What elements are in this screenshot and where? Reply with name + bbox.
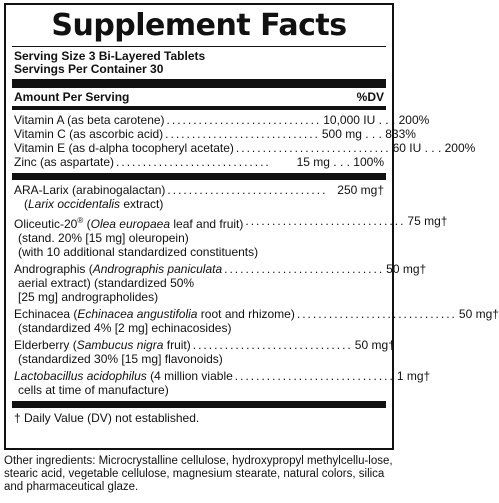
ingredient-detail: (with 10 additional standardized constituents): [18, 245, 259, 259]
ingredient-name: [14, 369, 233, 383]
section-divider: [12, 173, 386, 180]
name-part: fruit): [163, 338, 191, 352]
nutrient-row: [6, 127, 416, 141]
ingredient-detail: cells at time of manufacture): [18, 383, 169, 397]
ingredient-list: [6, 180, 499, 397]
servings-per-container: Servings Per Container 30: [14, 62, 164, 76]
ingredient-amount: 50 mg†: [354, 338, 395, 352]
footnote-divider: [12, 401, 386, 408]
ingredient-name: [14, 307, 295, 321]
nutrient-dv-value: 833%: [385, 127, 416, 141]
ingredient-row: [6, 338, 395, 352]
name-part: Elderberry (: [14, 338, 77, 352]
leader-dots: ..............................: [296, 307, 457, 321]
leader-dots: .............................: [235, 141, 391, 155]
leader-dots: ..............................: [245, 214, 406, 228]
serving-size: Serving Size 3 Bi-Layered Tablets: [14, 49, 206, 63]
nutrient-amount: 60 IU: [392, 141, 422, 155]
ingredient-row: [6, 369, 431, 383]
nutrient-amount: 15 mg: [296, 155, 330, 169]
ingredient-amount: 50 mg†: [386, 262, 427, 276]
ingredient-amount: 1 mg†: [396, 369, 431, 383]
leader-dots: ..............................: [192, 338, 353, 352]
ingredient-row: [6, 214, 448, 231]
latin-name: Olea europaea: [90, 217, 171, 231]
ingredient-detail: (standardized 30% [15 mg] flavonoids): [18, 352, 223, 366]
ingredient-amount: 75 mg†: [407, 214, 448, 228]
ingredient-name: [14, 214, 243, 231]
leader-dots: .............................: [165, 127, 320, 141]
leader-dots: ..............................: [224, 262, 385, 276]
leader-dots: .............................: [116, 155, 271, 169]
ingredient-name: [14, 262, 222, 276]
name-part: (4 million viable: [146, 369, 233, 383]
latin-name: Echinacea angustifolia: [77, 307, 198, 321]
ingredient-detail: (stand. 20% [15 mg] oleuropein): [18, 231, 189, 245]
dv-label: %DV: [356, 90, 384, 104]
nutrient-dv: . . . 100%: [329, 155, 384, 169]
name-part: Echinacea (: [14, 307, 78, 321]
amount-per-serving-label: Amount Per Serving: [14, 90, 130, 104]
name-part: leaf and fruit): [170, 217, 244, 231]
ingredient-name: ARA-Larix (arabinogalactan): [14, 183, 166, 197]
nutrient-name: Vitamin C (as ascorbic acid): [14, 127, 164, 141]
nutrient-dv-value: 100%: [353, 155, 384, 169]
ingredient-detail: aerial extract) (standardized 50%: [18, 276, 195, 290]
nutrient-row: [6, 155, 392, 169]
name-part: Andrographis (: [14, 262, 93, 276]
nutrient-dv-value: 200%: [398, 113, 430, 127]
ingredient-row: [6, 183, 392, 197]
panel-title: Supplement Facts: [51, 8, 347, 43]
supplement-facts-panel: [4, 3, 499, 450]
vitamin-list: [6, 110, 476, 169]
nutrient-amount: 500 mg: [321, 127, 362, 141]
leader-dots: ..............................: [234, 369, 395, 383]
nutrient-name: Vitamin A (as beta carotene): [14, 113, 165, 127]
nutrient-name: Zinc (as aspartate): [14, 155, 115, 169]
latin-name: Andrographis paniculata: [92, 262, 223, 276]
ingredient-name: [14, 338, 191, 352]
ingredient-amount: 50 mg†: [458, 307, 499, 321]
name-part: (: [83, 217, 91, 231]
ingredient-detail: (standardized 4% [2 mg] echinacosides): [18, 321, 232, 335]
nutrient-dv-value: 200%: [444, 141, 476, 155]
nutrient-row: [6, 113, 430, 127]
nutrient-name: Vitamin E (as d-alpha tocopheryl acetate): [14, 141, 234, 155]
leader-dots: .............................: [166, 113, 322, 127]
ingredient-detail: [6, 197, 392, 211]
other-ingredients: Other ingredients: Microcrystalline cellulose, hydroxypropyl methylcellu-lose, stearic acid, vegetable cellulose, magnesium stearate, natural colors, silica and pharmaceutical glaze.: [4, 455, 393, 493]
column-header: [6, 88, 392, 106]
latin-name: Larix occidentalis: [28, 197, 121, 211]
paren: (: [24, 197, 28, 211]
nutrient-amount: 10,000 IU: [323, 113, 376, 127]
thick-divider: [12, 79, 386, 88]
latin-name: Sambucus nigra: [76, 338, 164, 352]
ingredient-amount: 250 mg†: [337, 183, 384, 197]
ingredient-row: [6, 307, 499, 321]
detail-text: extract): [120, 197, 164, 211]
nutrient-dv: . . . 833%: [361, 127, 416, 141]
nutrient-row: [6, 141, 476, 155]
name-part: root and rhizome): [197, 307, 295, 321]
ingredient-detail: [25 mg] andrographolides): [18, 290, 159, 304]
latin-name: Lactobacillus acidophilus: [14, 369, 147, 383]
leader-dots: ..............................: [167, 183, 328, 197]
registered-mark: ®: [77, 216, 84, 225]
nutrient-dv: . . . 200%: [421, 141, 476, 155]
nutrient-dv: . . . 200%: [375, 113, 430, 127]
ingredient-row: [6, 262, 427, 276]
footnote: † Daily Value (DV) not established.: [14, 411, 200, 425]
name-part: Oliceutic-20: [14, 217, 78, 231]
